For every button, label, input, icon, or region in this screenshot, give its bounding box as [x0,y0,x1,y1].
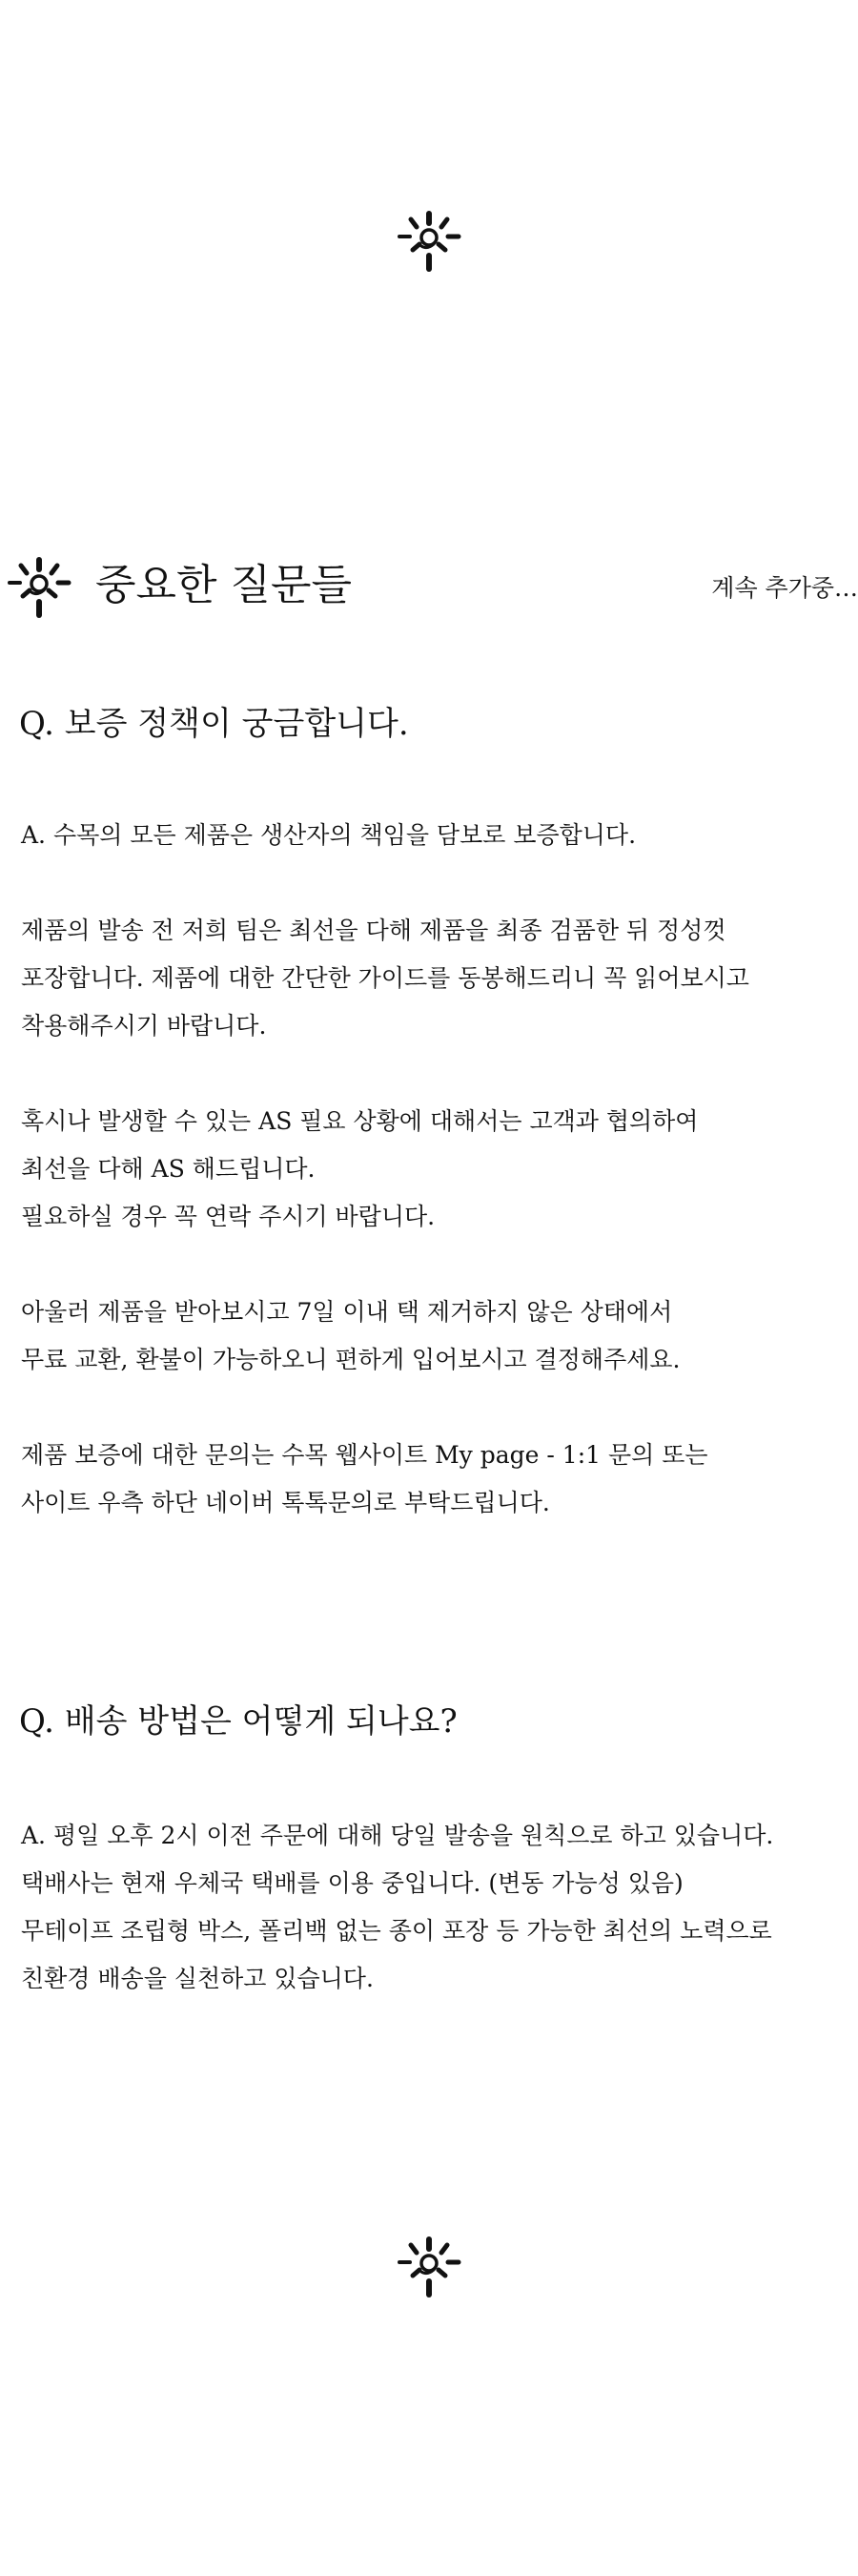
answer-line: 제품 보증에 대한 문의는 수목 웹사이트 My page - 1:1 문의 또는 [21,1441,708,1469]
answer-line: A. 수목의 모든 제품은 생산자의 책임을 담보로 보증합니다. [21,821,637,849]
faq-question-shipping: Q. 배송 방법은 어떻게 되나요? [19,1702,458,1741]
sun-sprout-icon [6,554,72,621]
answer-line: 포장합니다. 제품에 대한 간단한 가이드를 동봉해드리니 꼭 읽어보시고 [21,964,749,992]
brand-logo-top [396,208,462,275]
answer-line: 필요하실 경우 꼭 연락 주시기 바랍니다. [21,1203,436,1230]
answer-line: 무테이프 조립형 박스, 폴리백 없는 종이 포장 등 가능한 최선의 노력으로 [21,1917,772,1945]
answer-line: 택배사는 현재 우체국 택배를 이용 중입니다. (변동 가능성 있음) [21,1869,684,1897]
faq-question-warranty: Q. 보증 정책이 궁금합니다. [19,705,409,743]
answer-line: 아울러 제품을 받아보시고 7일 이내 택 제거하지 않은 상태에서 [21,1298,673,1326]
brand-logo-bottom [396,2234,462,2300]
sun-sprout-icon [396,208,462,275]
answer-line: 사이트 우측 하단 네이버 톡톡문의로 부탁드립니다. [21,1489,550,1516]
answer-line: 최선을 다해 AS 해드립니다. [21,1155,316,1183]
faq-answer-shipping [21,1812,841,2003]
in-progress-note: 계속 추가중… [711,574,858,602]
sun-sprout-icon [396,2234,462,2300]
answer-line: 친환경 배송을 실천하고 있습니다. [21,1965,374,1992]
answer-line: 무료 교환, 환불이 가능하오니 편하게 입어보시고 결정해주세요. [21,1346,681,1373]
faq-answer-warranty [21,812,841,1527]
page-title: 중요한 질문들 [95,561,353,609]
answer-line: 혹시나 발생할 수 있는 AS 필요 상황에 대해서는 고객과 협의하여 [21,1107,699,1135]
answer-line: 제품의 발송 전 저희 팀은 최선을 다해 제품을 최종 검품한 뒤 정성껏 [21,917,726,944]
faq-header [0,551,858,628]
answer-line: A. 평일 오후 2시 이전 주문에 대해 당일 발송을 원칙으로 하고 있습니다. [21,1822,774,1849]
answer-line: 착용해주시기 바랍니다. [21,1012,267,1040]
